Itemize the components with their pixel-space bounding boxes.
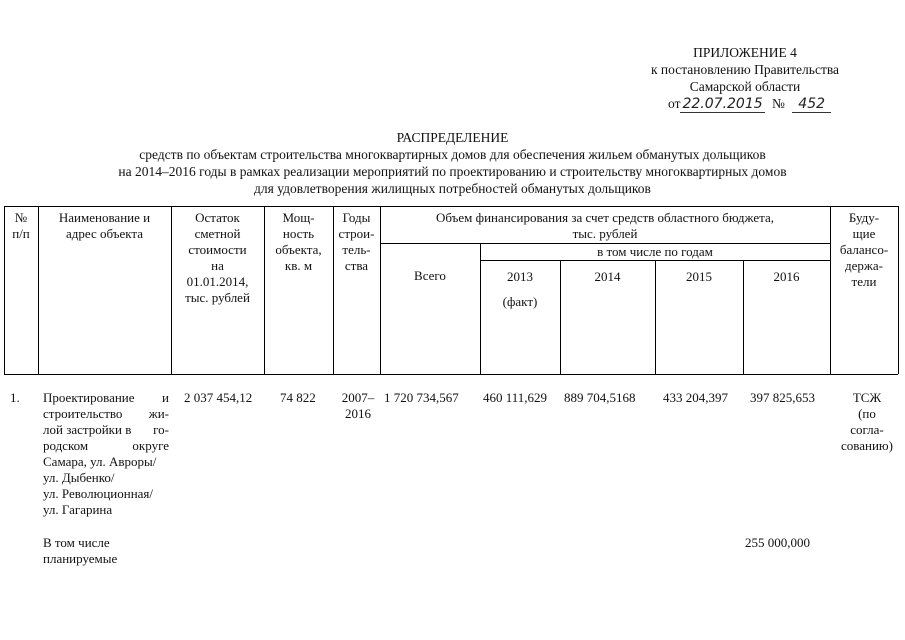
header-capacity — [264, 210, 333, 274]
header-name — [38, 210, 171, 242]
handwritten-date: 22.07.2015 — [682, 96, 763, 112]
future-holder-value — [832, 390, 902, 454]
header-year-2015: 2015 — [686, 269, 712, 284]
value-2016: 397 825,653 — [750, 390, 815, 405]
header-year-2016: 2016 — [773, 269, 800, 284]
appendix-title: ПРИЛОЖЕНИЕ 4 — [693, 45, 797, 60]
object-name-line: Самара, ул. Авроры/ — [43, 454, 157, 469]
object-name-line: лой застройки в го- — [43, 422, 169, 437]
object-name-line: родском округе — [43, 438, 169, 453]
document-title — [0, 129, 905, 197]
header-years-line: Годы — [342, 210, 371, 225]
header-years-line: ства — [344, 258, 369, 273]
table-top-border — [4, 206, 898, 207]
header-holders-line: щие — [852, 226, 876, 241]
header-remaining-line: 01.01.2014, — [186, 274, 249, 289]
header-year-2014: 2014 — [594, 269, 621, 284]
appendix-resolution: к постановлению Правительства — [650, 62, 840, 77]
header-funding-line: Объем финансирования за счет средств областного бюджета, — [436, 210, 774, 225]
planned-label-line: В том числе — [43, 535, 110, 550]
header-year-2013 — [480, 269, 560, 310]
header-years-line: тель- — [342, 242, 371, 257]
title-line-1: средств по объектам строительства многоквартирных домов для обеспечения жильем обманутых дольщиков — [139, 147, 766, 162]
header-holders-line: тели — [851, 274, 877, 289]
header-capacity-line: Мощ- — [282, 210, 315, 225]
header-capacity-line: кв. м — [284, 258, 313, 273]
row-number: 1. — [10, 390, 20, 405]
appendix-region: Самарской области — [689, 79, 801, 94]
construction-years-value — [338, 390, 378, 422]
header-total: Всего — [414, 268, 446, 283]
header-by-years: в том числе по годам — [597, 244, 713, 259]
capacity-value: 74 822 — [280, 390, 316, 405]
header-funding-line: тыс. рублей — [572, 226, 638, 241]
header-remaining-line: сметной — [194, 226, 241, 241]
header-capacity-line: объекта, — [275, 242, 322, 257]
years-start: 2007– — [341, 390, 375, 405]
table-header-bottom-border — [4, 374, 898, 375]
object-name-line: Проектирование и — [43, 390, 169, 405]
planned-value-2016: 255 000,000 — [745, 535, 810, 550]
title-line-3: для удовлетворения жилищных потребностей обманутых дольщиков — [254, 181, 651, 196]
header-funding — [380, 210, 830, 242]
holder-line: (по — [858, 406, 876, 421]
object-name-line: ул. Революционная/ — [43, 486, 154, 501]
header-remaining-cost — [171, 210, 264, 306]
object-name-line: ул. Гагарина — [43, 502, 113, 517]
header-2013-fact: (факт) — [502, 294, 538, 309]
remaining-cost-value: 2 037 454,12 — [184, 390, 253, 405]
holder-line: сованию) — [841, 438, 893, 453]
header-2013-label: 2013 — [507, 269, 533, 284]
object-name-line: строительство жи- — [43, 406, 169, 421]
holder-line: согла- — [850, 422, 884, 437]
title-line-2: на 2014–2016 годы в рамках реализации мероприятий по проектированию и строительству многоквартирных домов — [118, 164, 787, 179]
holder-line: ТСЖ — [852, 390, 882, 405]
header-capacity-line: ность — [282, 226, 315, 241]
header-name-line: адрес объекта — [65, 226, 144, 241]
appendix-date-line — [668, 96, 831, 113]
header-years-line: строи- — [338, 226, 375, 241]
header-remaining-line: Остаток — [195, 210, 240, 225]
header-number-line: № — [14, 210, 28, 225]
date-prefix: от — [668, 96, 681, 111]
header-holders-line: Буду- — [848, 210, 880, 225]
total-value: 1 720 734,567 — [384, 390, 459, 405]
col-border-11 — [898, 206, 899, 374]
title-heading: РАСПРЕДЕЛЕНИЕ — [396, 130, 509, 145]
header-name-line: Наименование и — [58, 210, 151, 225]
header-construction-years — [333, 210, 380, 274]
header-remaining-line: стоимости — [188, 242, 247, 257]
header-number — [4, 210, 38, 242]
header-holders-line: балансо- — [839, 242, 889, 257]
header-future-holders — [830, 210, 898, 290]
planned-label — [43, 535, 117, 567]
header-remaining-line: тыс. рублей — [185, 290, 250, 305]
header-holders-line: держа- — [845, 258, 883, 273]
object-name — [43, 390, 169, 518]
value-2014: 889 704,5168 — [564, 390, 636, 405]
header-number-line: п/п — [12, 226, 30, 241]
appendix-block — [620, 44, 870, 95]
value-2013: 460 111,629 — [483, 390, 548, 405]
object-name-line: ул. Дыбенко/ — [43, 470, 115, 485]
value-2015: 433 204,397 — [663, 390, 728, 405]
planned-label-line: планируемые — [43, 551, 118, 566]
number-sign: № — [772, 96, 785, 111]
header-remaining-line: на — [211, 258, 224, 273]
years-end: 2016 — [345, 406, 371, 421]
handwritten-number: 452 — [792, 97, 831, 113]
